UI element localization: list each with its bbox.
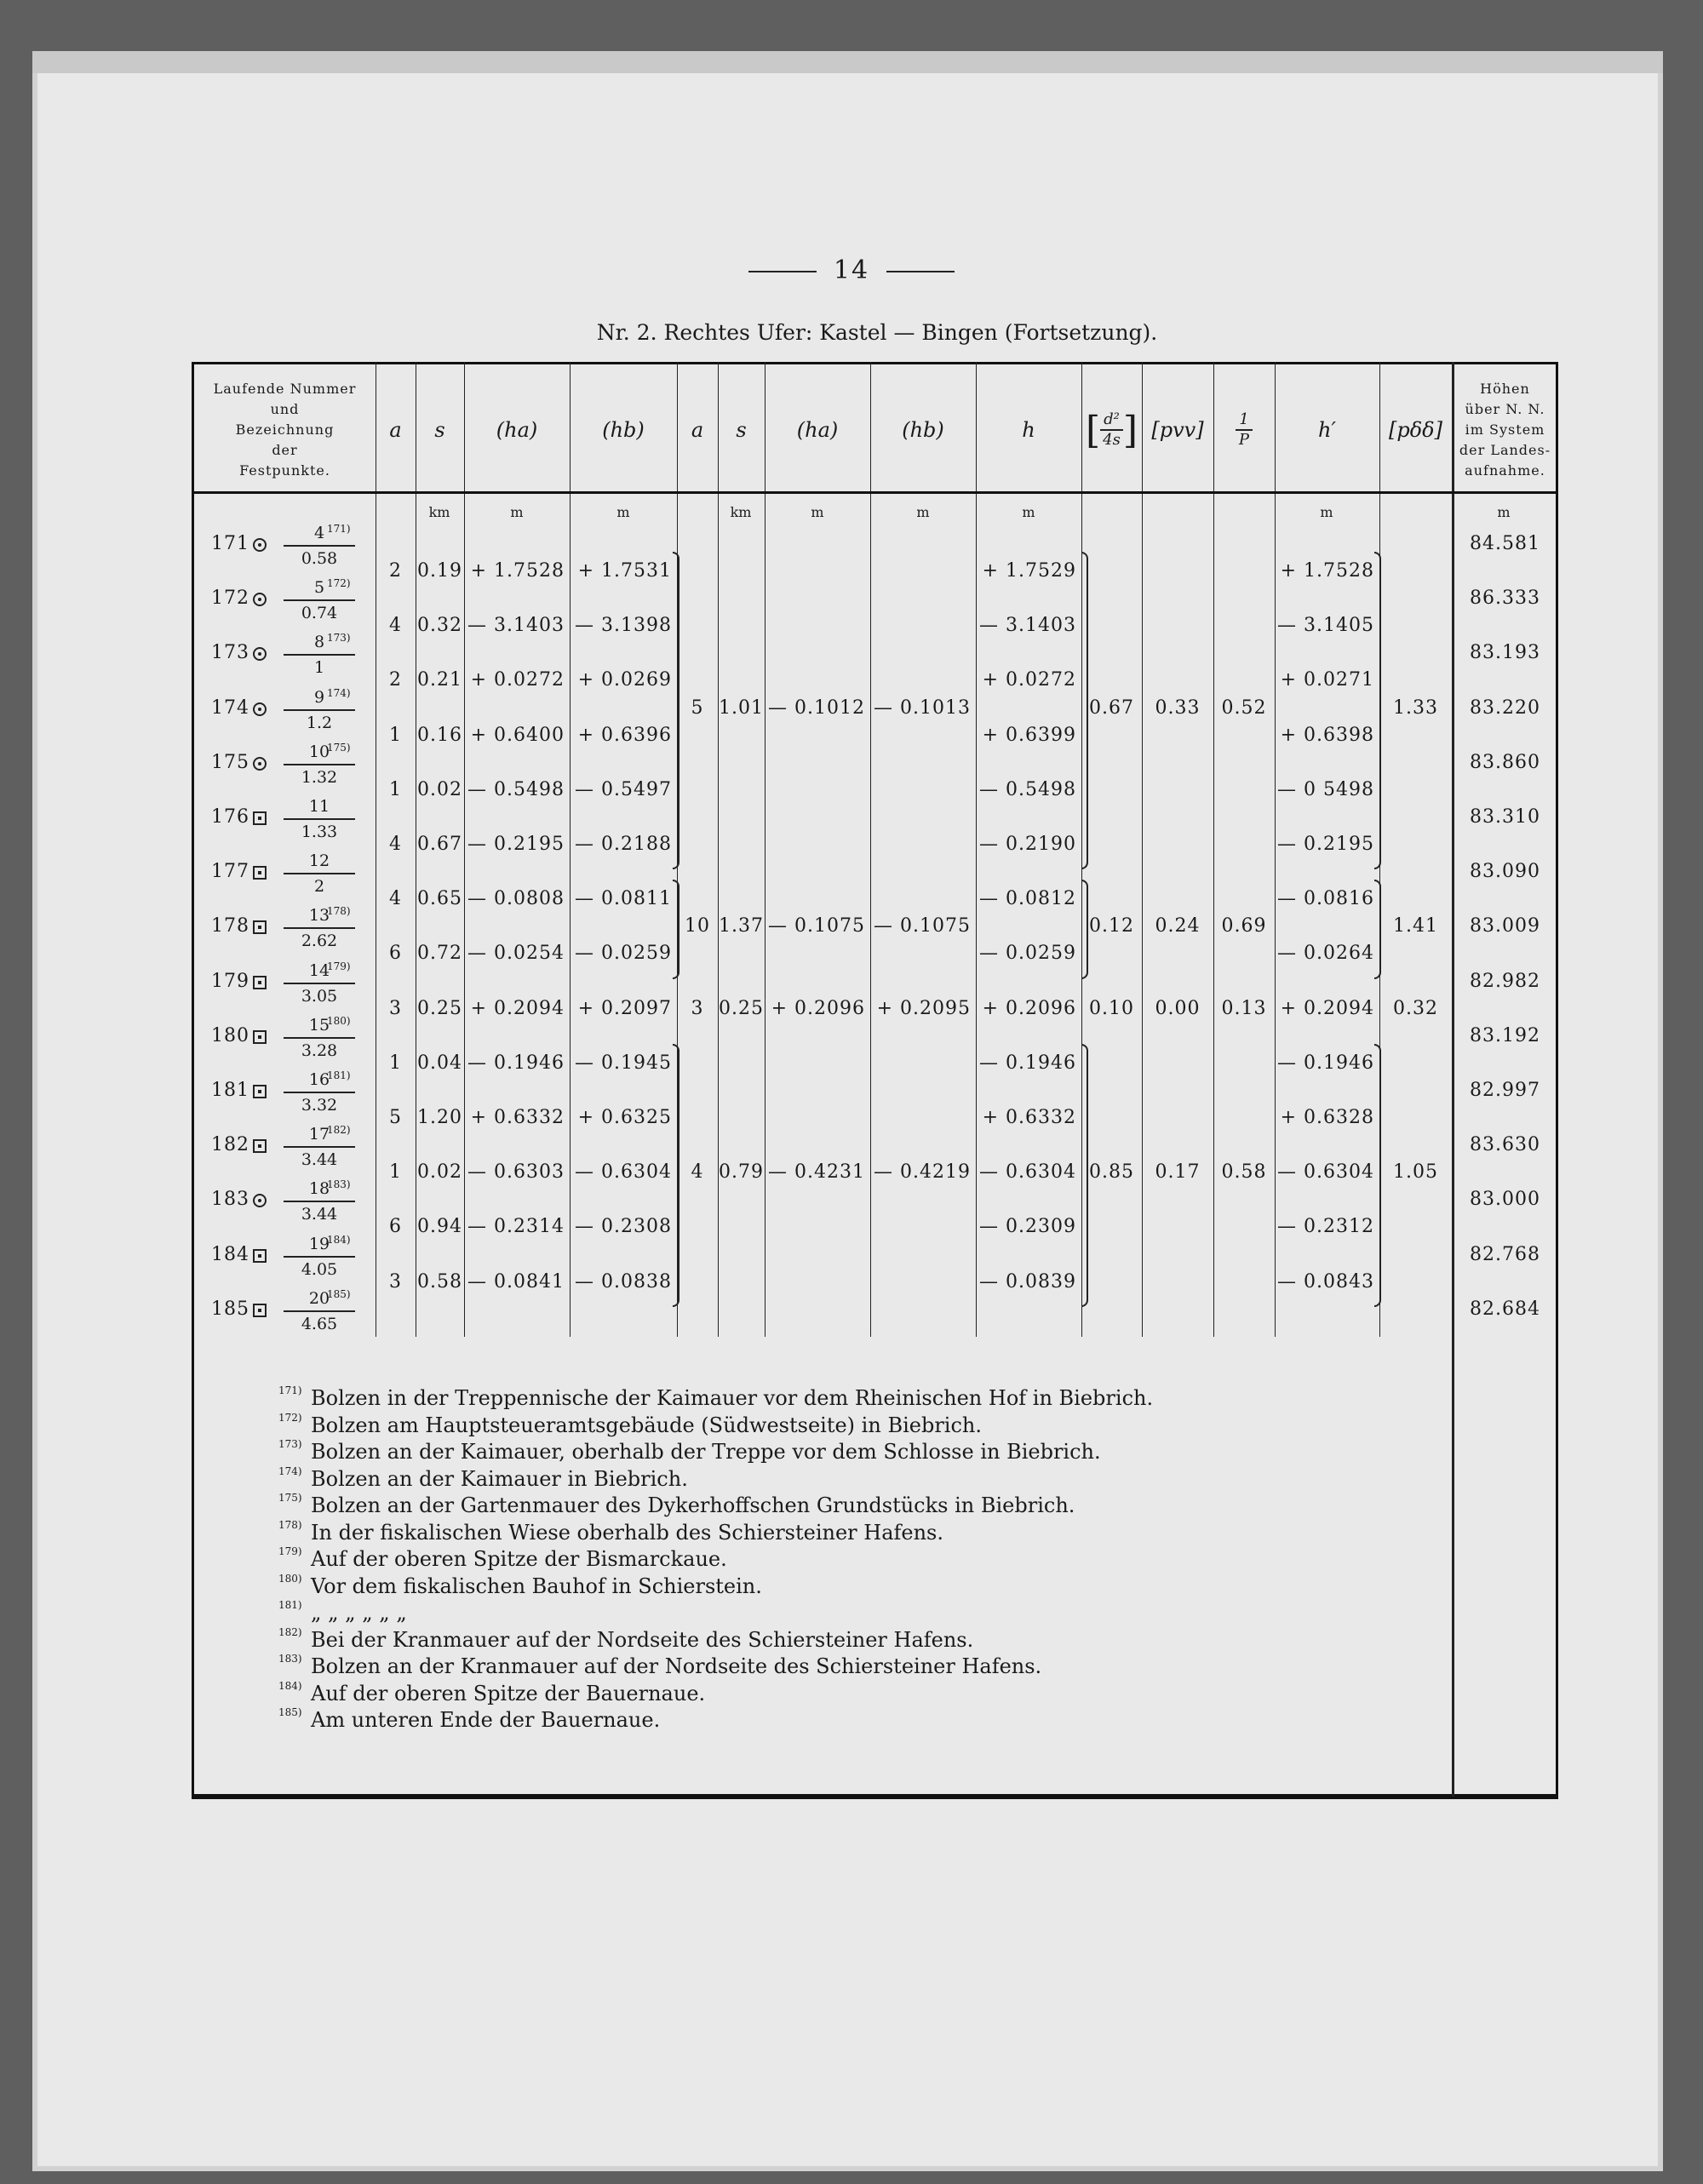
group-pdd: 0.32: [1393, 997, 1438, 1019]
sec-ha: — 0.6303: [467, 1161, 565, 1184]
footnote-ref: 171): [327, 523, 351, 535]
header-inverse-p: [1213, 366, 1275, 494]
group-ha: + 0.2096: [771, 997, 865, 1019]
sec-h: — 0.1946: [979, 1052, 1076, 1074]
header-point-line: Laufende Nummer: [213, 381, 357, 397]
sec-hb: — 0.2188: [575, 834, 672, 855]
footnote-text: Am unteren Ende der Bauernaue.: [311, 1708, 661, 1732]
mark-square-icon: [253, 1249, 267, 1263]
sec-hb: — 0.2308: [575, 1216, 672, 1238]
height-value: 83.192: [1470, 1024, 1540, 1046]
footnote-line: [278, 1545, 727, 1571]
header-heights-line: über N. N.: [1465, 401, 1545, 417]
group-pvv: 0.00: [1155, 997, 1201, 1019]
point-number: 171: [211, 533, 249, 554]
footnote-line: [278, 1384, 1154, 1410]
group-hb: — 0.1075: [874, 915, 971, 937]
height-value: 82.982: [1470, 970, 1540, 992]
sec-ha: + 0.2094: [470, 997, 565, 1019]
sec-ha: — 0.1946: [467, 1052, 565, 1074]
footnote-text: Bolzen an der Gartenmauer des Dykerhoffschen Grundstücks in Biebrich.: [311, 1493, 1075, 1517]
sec-ha: — 0.5498: [467, 778, 565, 800]
sec-a: 5: [389, 1107, 402, 1128]
footnote-mark: 181): [278, 1599, 302, 1611]
header-pvv: [pvv]: [1151, 418, 1204, 442]
header-hb2: (hb): [902, 418, 944, 442]
header-point-designation: [194, 366, 376, 494]
mark-square-icon: [253, 866, 267, 880]
header-heights-line: im System: [1465, 421, 1545, 438]
fraction-denominator: 1.32: [301, 767, 338, 787]
sec-ha: — 3.1403: [467, 615, 565, 637]
header-h: h: [1022, 418, 1035, 442]
fraction-denominator: 3.05: [301, 986, 338, 1006]
height-value: 83.000: [1470, 1189, 1540, 1211]
point-number: 183: [211, 1189, 249, 1211]
group-invp: 0.13: [1221, 997, 1267, 1019]
sec-hb: + 0.0269: [577, 669, 672, 691]
footnote-ref: 181): [327, 1069, 351, 1081]
footnote-mark: 185): [278, 1706, 302, 1718]
footnote-ref: 179): [327, 960, 351, 972]
mark-square-icon: [253, 1304, 267, 1317]
group-hb: + 0.2095: [876, 997, 971, 1019]
group-s: 1.01: [719, 696, 764, 719]
point-number: 179: [211, 970, 249, 992]
sec-h: — 3.1403: [979, 615, 1076, 637]
fraction-denominator: 2.62: [301, 931, 338, 951]
fraction-denominator: 3.44: [301, 1205, 338, 1224]
footnote-ref: 172): [327, 577, 351, 590]
group-s: 0.25: [719, 997, 764, 1019]
fraction-denominator: 4.05: [301, 1259, 338, 1279]
footnote-line: [278, 1518, 943, 1545]
sec-h-prime: + 1.7528: [1280, 560, 1374, 582]
sec-s: 0.94: [417, 1216, 462, 1238]
header-a1: a: [389, 418, 402, 442]
fraction-numerator: 13: [284, 903, 355, 929]
point-number: 180: [211, 1024, 249, 1046]
footnote-line: [278, 1411, 982, 1437]
fraction-denominator: 3.32: [301, 1096, 338, 1115]
footnote-ref: 178): [327, 905, 351, 918]
sec-h-prime: — 0.2312: [1277, 1216, 1374, 1238]
sec-a: 1: [389, 724, 402, 746]
header-s2: s: [736, 418, 747, 442]
footnote-line: [278, 1706, 661, 1732]
mark-square-icon: [253, 811, 267, 825]
fraction-numerator: 5: [284, 576, 355, 601]
footnote-mark: 182): [278, 1625, 302, 1638]
table-frame-double: [192, 1790, 1558, 1799]
sec-a: 1: [389, 778, 402, 800]
sec-a: 6: [389, 1216, 402, 1238]
header-a2: a: [691, 418, 704, 442]
footnote-mark: 174): [278, 1465, 302, 1477]
sec-h: — 0.0259: [979, 943, 1076, 965]
footnote-text: Vor dem fiskalischen Bauhof in Schierstein.: [311, 1574, 762, 1598]
footnote-line: [278, 1438, 1101, 1464]
sec-a: 2: [389, 669, 402, 691]
fraction-numerator: 18: [284, 1177, 355, 1202]
group-d2: 0.85: [1089, 1161, 1134, 1184]
point-number: 177: [211, 861, 249, 883]
footnote-line: [278, 1653, 1042, 1678]
header-point-line: Festpunkte.: [239, 462, 330, 479]
footnote-ref: 175): [327, 741, 351, 754]
sec-h: + 0.0272: [982, 669, 1076, 691]
sec-hb: + 0.6396: [577, 724, 672, 746]
sec-s: 0.04: [417, 1052, 462, 1074]
footnote-text: In der fiskalischen Wiese oberhalb des Schiersteiner Hafens.: [311, 1520, 943, 1545]
sec-ha: — 0.0841: [467, 1270, 565, 1293]
fraction-numerator: 20: [284, 1287, 355, 1312]
d2-bracket-close: ]: [1122, 408, 1138, 452]
group-pvv: 0.24: [1155, 915, 1201, 937]
group-ha: — 0.1075: [768, 915, 865, 937]
sec-a: 4: [389, 615, 402, 637]
header-point-line: und: [270, 401, 300, 417]
sec-hb: — 0.5497: [575, 778, 672, 800]
sec-ha: + 0.0272: [470, 669, 565, 691]
height-value: 86.333: [1470, 588, 1540, 610]
group-s: 0.79: [719, 1161, 764, 1184]
point-number: 173: [211, 642, 249, 664]
group-invp: 0.58: [1221, 1161, 1267, 1184]
bolt-circle-icon: [253, 757, 267, 771]
sec-h-prime: — 0.1946: [1277, 1052, 1374, 1074]
sec-s: 0.16: [417, 724, 462, 746]
header-heights-line: aufnahme.: [1465, 462, 1545, 479]
sec-hb: + 0.6325: [577, 1107, 672, 1128]
group-pvv: 0.33: [1155, 696, 1201, 719]
fraction-numerator: 17: [284, 1122, 355, 1148]
sec-h: + 0.6332: [982, 1107, 1076, 1128]
fraction-denominator: 4.65: [301, 1314, 338, 1333]
column-divider: [870, 362, 871, 1337]
fraction-denominator: 1.33: [301, 823, 338, 841]
fraction-numerator: 4: [284, 521, 355, 547]
fraction-numerator: 11: [284, 794, 355, 820]
bolt-circle-icon: [253, 538, 267, 552]
unit-heights: m: [1497, 504, 1511, 520]
unit-h_prime: m: [1320, 504, 1333, 520]
d2-denominator: 4s: [1103, 431, 1121, 449]
footnote-mark: 178): [278, 1518, 302, 1531]
sec-s: 0.65: [417, 888, 462, 910]
mark-square-icon: [253, 1085, 267, 1098]
sec-s: 0.25: [417, 997, 462, 1019]
sec-h: — 0.2190: [979, 834, 1076, 855]
footnote-ref: 185): [327, 1287, 351, 1300]
column-divider: [1213, 362, 1214, 1337]
group-a: 4: [691, 1161, 704, 1184]
footnote-text: Bolzen am Hauptsteueramtsgebäude (Südwestseite) in Biebrich.: [311, 1413, 982, 1437]
sec-h-prime: — 0.2195: [1277, 834, 1374, 855]
unit-hb2: m: [916, 504, 930, 520]
group-d2: 0.12: [1089, 915, 1134, 937]
height-value: 82.997: [1470, 1080, 1540, 1101]
bolt-circle-icon: [253, 702, 267, 716]
footnote-line: [278, 1465, 688, 1491]
invp-numerator: 1: [1236, 410, 1252, 431]
sec-h: — 0.5498: [979, 778, 1076, 800]
height-value: 83.310: [1470, 806, 1540, 828]
footnote-ref: 173): [327, 632, 351, 645]
sec-a: 2: [389, 560, 402, 582]
sec-ha: — 0.0254: [467, 943, 565, 965]
footnote-mark: 183): [278, 1653, 302, 1665]
footnote-line: [278, 1492, 1075, 1517]
fraction-numerator: 9: [284, 685, 355, 711]
point-number: 176: [211, 806, 249, 828]
unit-s1: km: [428, 504, 450, 520]
sec-h: + 1.7529: [982, 560, 1076, 582]
footnote-mark: 175): [278, 1492, 302, 1504]
group-pvv: 0.17: [1155, 1161, 1201, 1184]
sec-h-prime: — 3.1405: [1277, 615, 1374, 637]
point-number: 172: [211, 588, 249, 610]
group-invp: 0.52: [1221, 696, 1267, 719]
group-pdd: 1.33: [1393, 696, 1438, 719]
sec-hb: — 0.0838: [575, 1270, 672, 1293]
point-fraction: [277, 849, 362, 898]
fraction-numerator: 8: [284, 630, 355, 656]
mark-square-icon: [253, 1139, 267, 1153]
sec-ha: + 0.6400: [470, 724, 565, 746]
footnote-text: „ „ „ „ „ „: [311, 1601, 407, 1625]
sec-s: 0.19: [417, 560, 462, 582]
sec-a: 1: [389, 1052, 402, 1074]
group-d2: 0.10: [1089, 997, 1134, 1019]
unit-s2: km: [730, 504, 752, 520]
sec-h-prime: + 0.6328: [1280, 1107, 1374, 1128]
group-a: 10: [685, 915, 710, 937]
mark-square-icon: [253, 976, 267, 989]
point-number: 182: [211, 1134, 249, 1156]
footnote-line: [278, 1679, 706, 1705]
sec-hb: — 0.6304: [575, 1161, 672, 1184]
rule-right: [886, 271, 955, 272]
footnote-mark: 180): [278, 1572, 302, 1585]
footnote-line: [278, 1572, 762, 1598]
footnote-ref: 184): [327, 1233, 351, 1246]
height-value: 84.581: [1470, 533, 1540, 554]
fraction-denominator: 3.28: [301, 1040, 338, 1060]
sec-h-prime: — 0.0843: [1277, 1270, 1374, 1293]
footnote-text: Auf der oberen Spitze der Bismarckaue.: [311, 1547, 727, 1571]
sec-h-prime: — 0.0264: [1277, 943, 1374, 965]
point-number: 175: [211, 751, 249, 773]
footnote-line: [278, 1599, 407, 1625]
sec-s: 0.02: [417, 778, 462, 800]
group-hb: — 0.1013: [874, 696, 971, 719]
sec-hb: + 0.2097: [577, 997, 672, 1019]
point-number: 184: [211, 1243, 249, 1265]
sec-a: 6: [389, 943, 402, 965]
page-number: [0, 255, 1703, 285]
height-value: 83.193: [1470, 642, 1540, 664]
unit-h: m: [1022, 504, 1035, 520]
point-number: 178: [211, 915, 249, 937]
footnote-ref: 183): [327, 1178, 351, 1191]
sec-a: 3: [389, 1270, 402, 1293]
sec-hb: — 0.0259: [575, 943, 672, 965]
footnote-mark: 173): [278, 1438, 302, 1450]
header-ha1: (ha): [496, 418, 538, 442]
sec-h: — 0.0839: [979, 1270, 1076, 1293]
unit-ha1: m: [510, 504, 524, 520]
page-number-text: 14: [833, 255, 870, 285]
header-point-line: Bezeichnung: [235, 421, 335, 438]
group-pdd: 1.41: [1393, 915, 1438, 937]
sec-a: 3: [389, 997, 402, 1019]
sec-hb: — 0.0811: [575, 888, 672, 910]
header-heights: [1454, 366, 1556, 494]
sec-h-prime: — 0.6304: [1277, 1161, 1374, 1184]
point-fraction: [277, 794, 362, 844]
sec-ha: — 0.2195: [467, 834, 565, 855]
page-top-edge: [32, 51, 1663, 73]
d2-numerator: d²: [1100, 410, 1123, 431]
unit-hb1: m: [616, 504, 630, 520]
sec-h: — 0.2309: [979, 1216, 1076, 1238]
height-value: 83.630: [1470, 1134, 1540, 1156]
sec-h-prime: + 0.6398: [1280, 724, 1374, 746]
footnote-text: Auf der oberen Spitze der Bauernaue.: [311, 1681, 706, 1705]
height-value: 82.768: [1470, 1243, 1540, 1265]
sec-h: + 0.6399: [982, 724, 1076, 746]
fraction-denominator: 1: [313, 658, 325, 678]
fraction-denominator: 1.2: [306, 713, 333, 732]
group-hb: — 0.4219: [874, 1161, 971, 1184]
height-value: 83.860: [1470, 751, 1540, 773]
column-divider: [1142, 362, 1143, 1337]
sec-a: 1: [389, 1161, 402, 1184]
mark-square-icon: [253, 1030, 267, 1044]
footnote-text: Bolzen in der Treppennische der Kaimauer vor dem Rheinischen Hof in Biebrich.: [311, 1386, 1154, 1410]
group-ha: — 0.1012: [768, 696, 865, 719]
footnote-text: Bolzen an der Kaimauer, oberhalb der Treppe vor dem Schlosse in Biebrich.: [311, 1440, 1101, 1464]
invp-denominator: P: [1238, 431, 1250, 449]
sec-hb: — 3.1398: [575, 615, 672, 637]
point-number: 185: [211, 1298, 249, 1320]
header-pdd: [pδδ]: [1389, 418, 1442, 442]
sec-ha: — 0.2314: [467, 1216, 565, 1238]
point-number: 181: [211, 1080, 249, 1101]
header-h_prime: h′: [1318, 418, 1336, 442]
sec-hb: + 1.7531: [577, 560, 672, 582]
fraction-denominator: 2: [313, 877, 325, 897]
sec-h: — 0.6304: [979, 1161, 1076, 1184]
footnote-line: [278, 1625, 974, 1652]
group-d2: 0.67: [1089, 696, 1134, 719]
point-number: 174: [211, 696, 249, 719]
footnote-text: Bolzen an der Kaimauer in Biebrich.: [311, 1466, 688, 1491]
fraction-numerator: 12: [284, 849, 355, 874]
invp-fraction: [1236, 410, 1252, 450]
sec-s: 0.02: [417, 1161, 462, 1184]
fraction-numerator: 15: [284, 1013, 355, 1039]
sec-hb: — 0.1945: [575, 1052, 672, 1074]
sec-h-prime: + 0.2094: [1280, 997, 1374, 1019]
sec-h: — 0.0812: [979, 888, 1076, 910]
header-point-line: der: [272, 442, 298, 458]
fraction-numerator: 19: [284, 1232, 355, 1258]
footnote-ref: 180): [327, 1014, 351, 1027]
d2-bracket: [: [1085, 408, 1101, 452]
unit-ha2: m: [811, 504, 824, 520]
sec-ha: + 0.6332: [470, 1107, 565, 1128]
group-a: 3: [691, 997, 704, 1019]
height-value: 82.684: [1470, 1298, 1540, 1320]
sec-a: 4: [389, 834, 402, 855]
group-a: 5: [691, 696, 704, 719]
header-hb1: (hb): [602, 418, 645, 442]
footnote-mark: 172): [278, 1411, 302, 1424]
header-heights-line: der Landes-: [1459, 442, 1551, 458]
height-value: 83.009: [1470, 915, 1540, 937]
sec-s: 1.20: [417, 1107, 462, 1128]
header-heights-line: Höhen: [1480, 381, 1530, 397]
footnote-ref: 182): [327, 1124, 351, 1137]
sec-s: 0.58: [417, 1270, 462, 1293]
group-pdd: 1.05: [1393, 1161, 1438, 1184]
sec-s: 0.72: [417, 943, 462, 965]
sec-h-prime: — 0 5498: [1277, 778, 1374, 800]
group-s: 1.37: [719, 915, 764, 937]
mark-square-icon: [253, 920, 267, 934]
sec-s: 0.21: [417, 669, 462, 691]
sec-h-prime: + 0.0271: [1280, 669, 1374, 691]
sec-a: 4: [389, 888, 402, 910]
sec-h-prime: — 0.0816: [1277, 888, 1374, 910]
sec-s: 0.32: [417, 615, 462, 637]
group-ha: — 0.4231: [768, 1161, 865, 1184]
header-d2-over-4s: [1081, 366, 1142, 494]
fraction-numerator: 16: [284, 1068, 355, 1093]
group-invp: 0.69: [1221, 915, 1267, 937]
fraction-denominator: 0.74: [301, 604, 338, 623]
fraction-denominator: 3.44: [301, 1150, 338, 1170]
footnote-ref: 174): [327, 686, 351, 699]
footnote-text: Bei der Kranmauer auf der Nordseite des Schiersteiner Hafens.: [311, 1627, 974, 1652]
sec-h: + 0.2096: [982, 997, 1076, 1019]
height-value: 83.090: [1470, 861, 1540, 883]
sec-ha: — 0.0808: [467, 888, 565, 910]
footnote-mark: 179): [278, 1545, 302, 1557]
fraction-numerator: 10: [284, 740, 355, 765]
rule-left: [748, 271, 817, 272]
footnote-text: Bolzen an der Kranmauer auf der Nordseite des Schiersteiner Hafens.: [311, 1654, 1042, 1678]
table-caption: Nr. 2. Rechtes Ufer: Kastel — Bingen (Fortsetzung).: [596, 320, 1158, 345]
header-ha2: (ha): [796, 418, 839, 442]
footnote-mark: 171): [278, 1384, 302, 1396]
sec-s: 0.67: [417, 834, 462, 855]
sec-ha: + 1.7528: [470, 560, 565, 582]
height-value: 83.220: [1470, 696, 1540, 719]
fraction-numerator: 14: [284, 959, 355, 984]
fraction-denominator: 0.58: [301, 549, 338, 568]
d2-fraction: [1100, 410, 1123, 450]
header-s1: s: [434, 418, 445, 442]
footnote-mark: 184): [278, 1679, 302, 1692]
